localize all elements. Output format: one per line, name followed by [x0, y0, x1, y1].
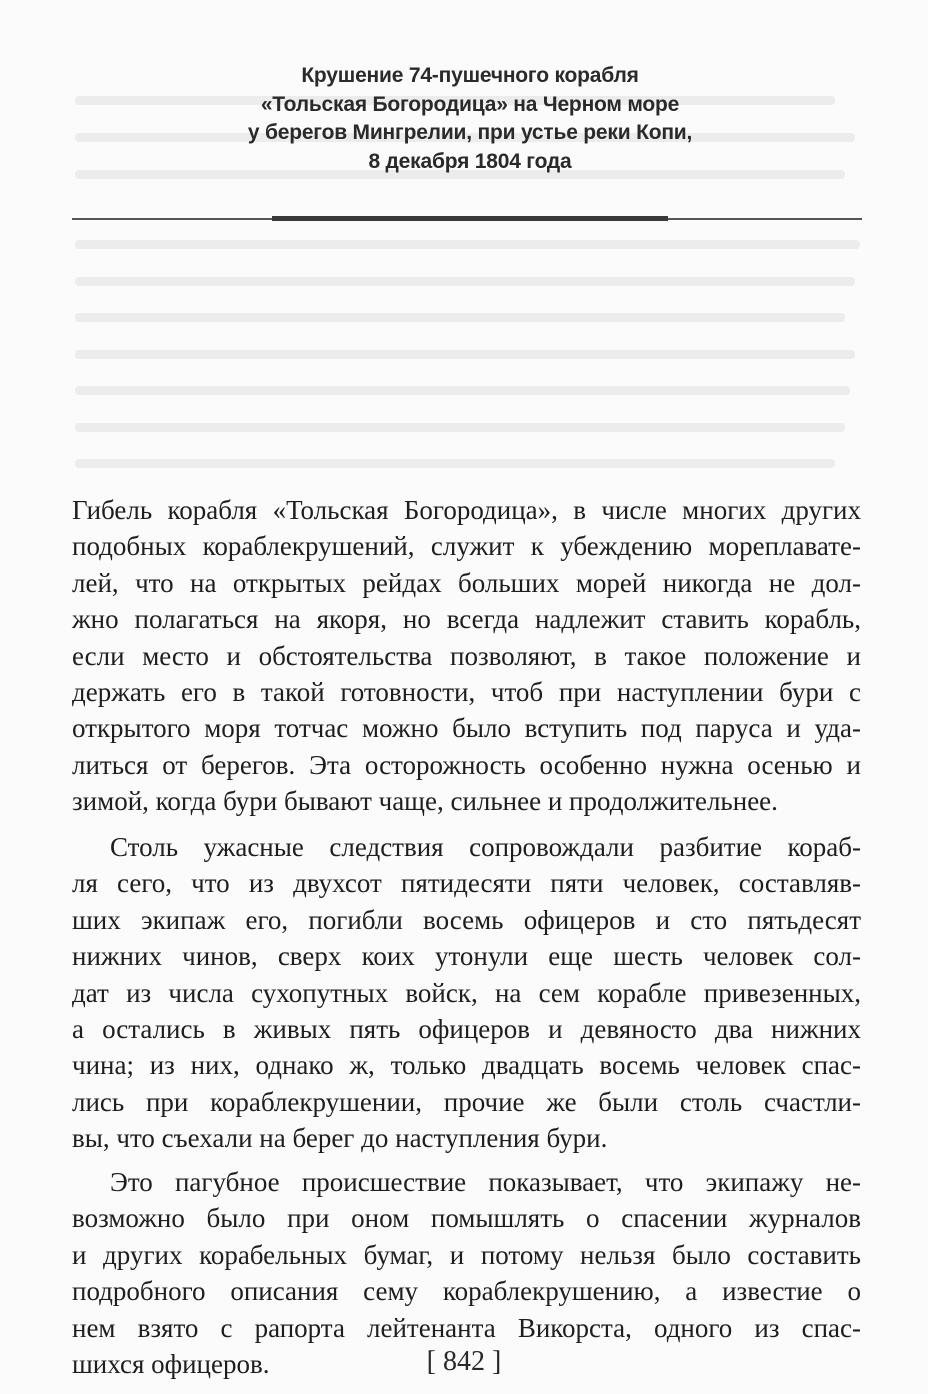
text-line: зимой, когда бури бывают чаще, сильнее и продолжительнее.	[72, 786, 778, 817]
text-line: подробного описания сему кораблекрушению, а известие о	[72, 1276, 861, 1307]
chapter-title-line: 8 декабря 1804 года	[368, 149, 572, 173]
chapter-title-line: Крушение 74-пушечного корабля	[301, 64, 639, 87]
text-line: открытого моря тотчас можно было вступить под паруса и уда-	[72, 713, 861, 744]
text-line: Столь ужасные следствия сопровождали разбитие кораб-	[110, 832, 861, 862]
text-line: если место и обстоятельства позволяют, в такое положение и	[72, 640, 861, 671]
page-number: [ 842 ]	[426, 1346, 502, 1377]
text-line: лей, что на открытых рейдах больших морей никогда не дол-	[72, 567, 861, 598]
text-line: а остались в живых пять офицеров и девяносто два нижних	[72, 1013, 861, 1044]
text-line: и других корабельных бумаг, и потому нельзя было составить	[72, 1239, 861, 1270]
text-line: держать его в такой готовности, чтоб при наступлении бури с	[72, 676, 861, 707]
chapter-title	[60, 62, 880, 176]
text-line: жно полагаться на якоря, но всегда надлежит ставить корабль,	[72, 604, 861, 635]
text-line: вы, что съехали на берег до наступления бури.	[72, 1123, 608, 1154]
text-line: Гибель корабля «Тольская Богородица», в числе многих других	[72, 495, 861, 525]
text-line: лись при кораблекрушении, прочие же были столь счастли-	[72, 1086, 861, 1117]
title-divider-accent	[272, 216, 668, 221]
text-line: ля сего, что из двухсот пятидесяти пяти человек, составляв-	[72, 868, 861, 899]
text-line: шихся офицеров.	[72, 1348, 270, 1379]
text-line: литься от берегов. Эта осторожность особенно нужна осенью и	[72, 749, 861, 780]
text-line: нем взято с рапорта лейтенанта Викорста, одного из спас-	[72, 1312, 861, 1343]
paragraph-2	[72, 829, 861, 1157]
chapter-title-line: у берегов Мингрелии, при устье реки Копи,	[247, 121, 693, 144]
text-line: возможно было при оном помышлять о спасении журналов	[72, 1203, 861, 1234]
chapter-title-line: «Тольская Богородица» на Черном море	[260, 92, 680, 116]
text-line: подобных кораблекрушений, служит к убеждению мореплавате-	[72, 531, 861, 562]
text-line: Это пагубное происшествие показывает, что экипажу не-	[110, 1167, 861, 1197]
text-line: ших экипаж его, погибли восемь офицеров и сто пятьдесят	[72, 904, 861, 935]
text-line: чина; из них, однако ж, только двадцать восемь человек спас-	[72, 1050, 861, 1081]
text-line: дат из числа сухопутных войск, на сем корабле привезенных,	[72, 977, 861, 1008]
paragraph-1	[72, 492, 861, 820]
text-line: нижних чинов, сверх коих утонули еще шесть человек сол-	[72, 941, 861, 972]
